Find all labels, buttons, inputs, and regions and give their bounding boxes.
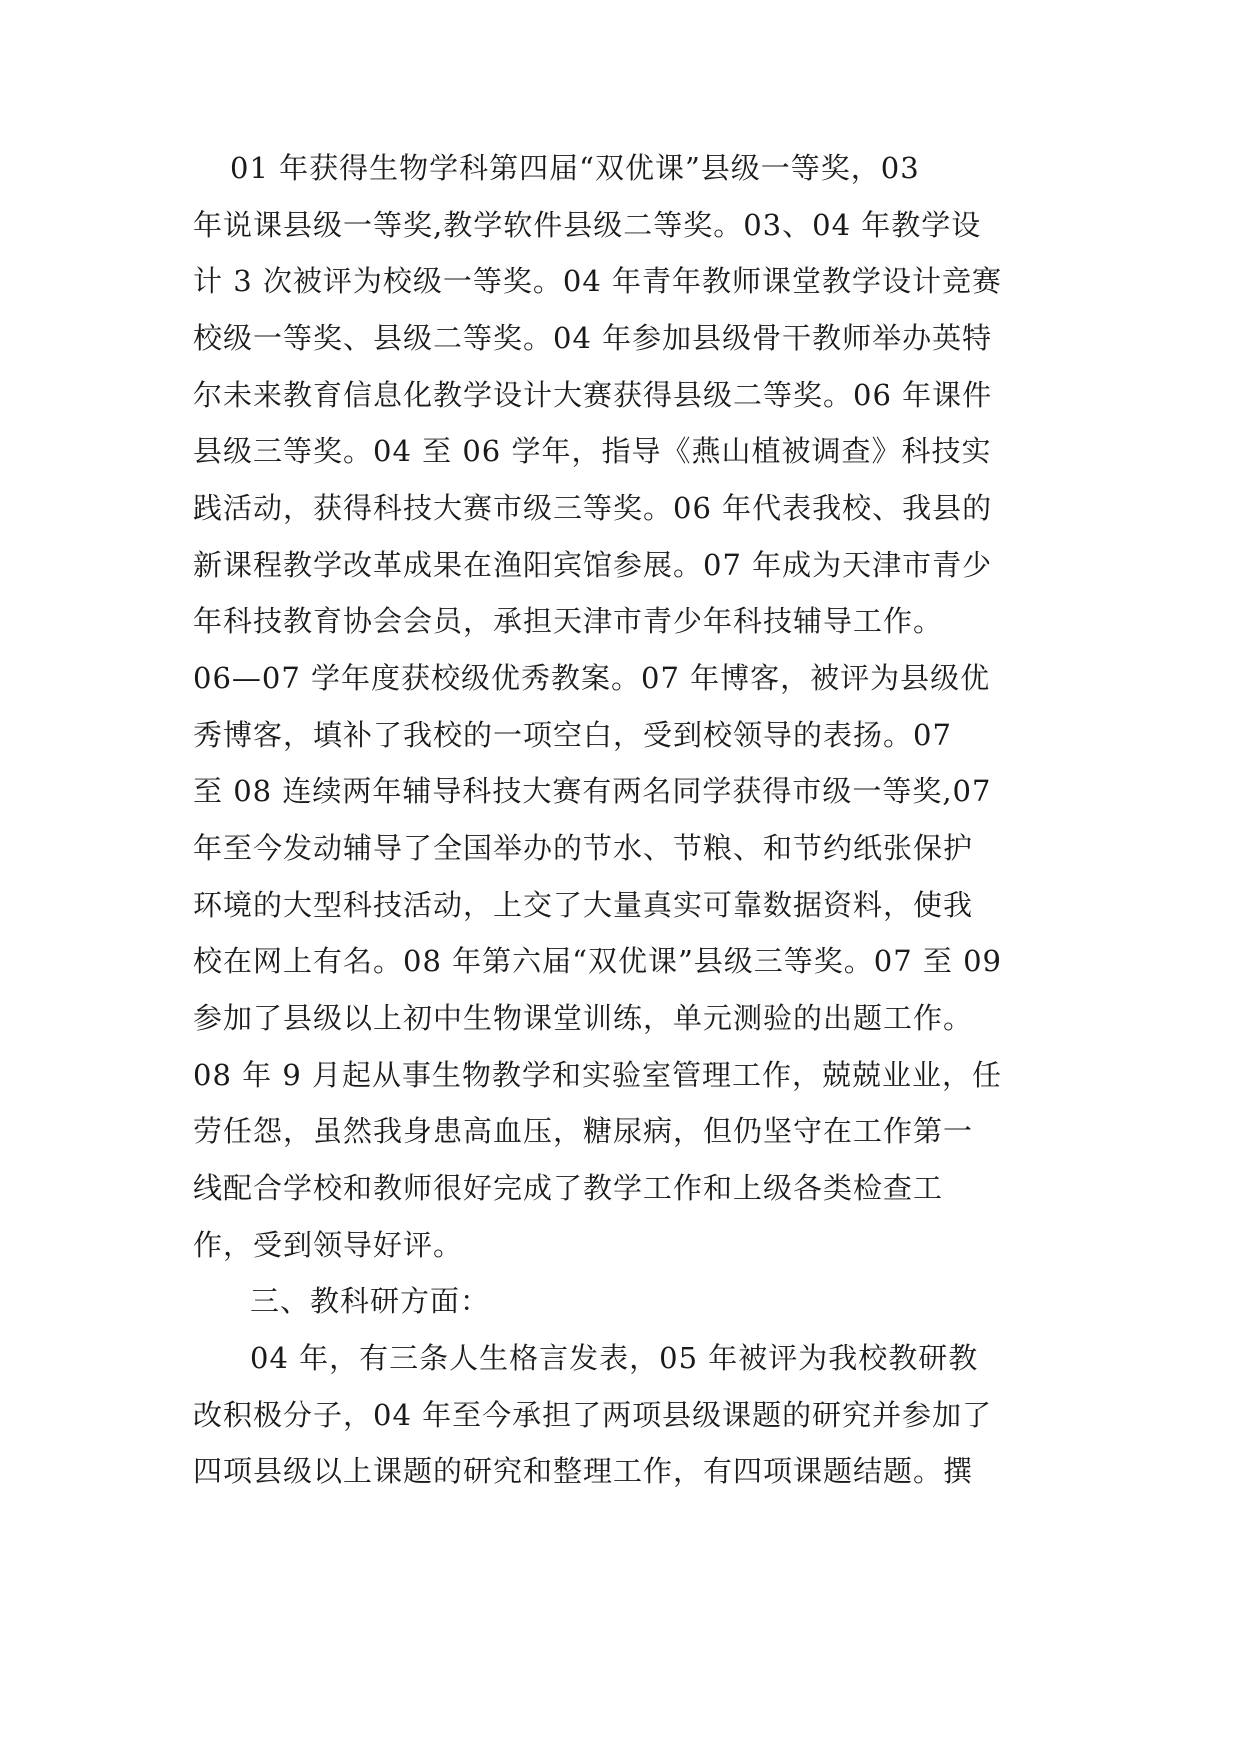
text-line: 04 年，有三条人生格言发表，05 年被评为我校教研教 [250,1341,979,1375]
text-line: 08 年 9 月起从事生物教学和实验室管理工作，兢兢业业，任 [193,1058,1003,1092]
text-line: 至 08 连续两年辅导科技大赛有两名同学获得市级一等奖,07 [193,774,992,808]
text-line: 县级三等奖。04 至 06 学年，指导《燕山植被调查》科技实 [193,434,992,468]
text-line: 06—07 学年度获校级优秀教案。07 年博客，被评为县级优 [193,661,991,695]
text-line: 01 年获得生物学科第四届“双优课”县级一等奖，03 [230,151,920,185]
text-line: 校在网上有名。08 年第六届“双优课”县级三等奖。07 至 09 [193,944,1003,978]
text-line: 线配合学校和教师很好完成了教学工作和上级各类检查工 [193,1171,944,1205]
text-line: 秀博客，填补了我校的一项空白，受到校领导的表扬。07 [193,718,952,752]
text-line: 作，受到领导好评。 [193,1228,464,1262]
text-line: 年至今发动辅导了全国举办的节水、节粮、和节约纸张保护 [193,831,974,865]
text-line: 尔未来教育信息化教学设计大赛获得县级二等奖。06 年课件 [193,378,993,412]
section-heading: 三、教科研方面： [250,1284,491,1318]
text-line: 年科技教育协会会员，承担天津市青少年科技辅导工作。 [193,604,944,638]
text-line: 年说课县级一等奖,教学软件县级二等奖。03、04 年教学设 [193,208,982,242]
text-line: 改积极分子，04 年至今承担了两项县级课题的研究并参加了 [193,1398,993,1432]
text-line: 环境的大型科技活动，上交了大量真实可靠数据资料，使我 [193,888,974,922]
text-line: 践活动，获得科技大赛市级三等奖。06 年代表我校、我县的 [193,491,993,525]
text-line: 计 3 次被评为校级一等奖。04 年青年教师课堂教学设计竞赛 [193,264,1003,298]
text-line: 劳任怨，虽然我身患高血压，糖尿病，但仍坚守在工作第一 [193,1114,974,1148]
text-line: 校级一等奖、县级二等奖。04 年参加县级骨干教师举办英特 [193,321,993,355]
text-line: 参加了县级以上初中生物课堂训练，单元测验的出题工作。 [193,1001,974,1035]
text-line: 四项县级以上课题的研究和整理工作，有四项课题结题。撰 [193,1454,974,1488]
text-line: 新课程教学改革成果在渔阳宾馆参展。07 年成为天津市青少 [193,548,993,582]
